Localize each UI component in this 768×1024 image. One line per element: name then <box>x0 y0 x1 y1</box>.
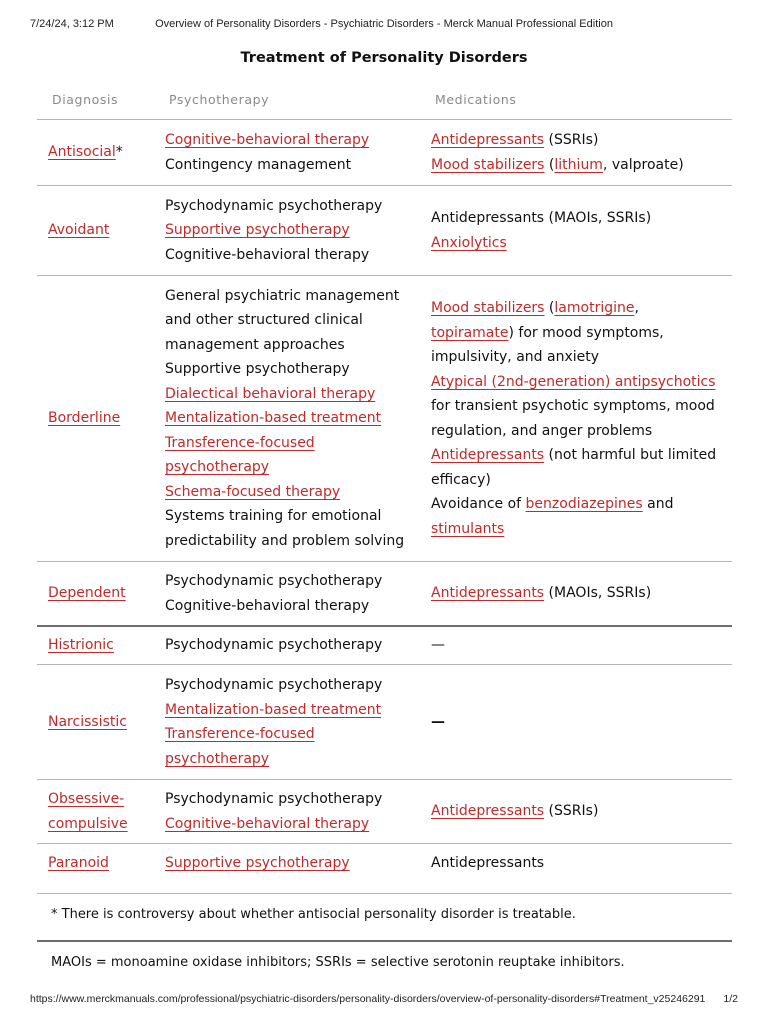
cell-text: ) for mood symptoms, <box>508 324 664 341</box>
cell-text: Antidepressants <box>431 854 545 871</box>
table-row-avoidant <box>37 186 732 275</box>
empty-dash: — <box>431 713 445 730</box>
print-footer <box>30 993 738 1007</box>
cell-line <box>431 394 726 419</box>
diagnosis-cell <box>48 780 158 843</box>
cell-text: impulsivity, and anxiety <box>431 349 600 365</box>
cell-line <box>165 153 423 178</box>
reference-link[interactable]: Antidepressants <box>431 803 545 820</box>
diagnosis-cell <box>48 186 158 275</box>
cell-line <box>431 296 726 321</box>
cell-line <box>48 218 158 243</box>
reference-link[interactable]: Mood stabilizers <box>431 300 545 316</box>
cell-line <box>165 431 423 456</box>
reference-link[interactable]: Narcissistic <box>48 713 127 730</box>
table-column-headers <box>0 92 768 110</box>
diagnosis-cell <box>48 562 158 625</box>
cell-text: (SSRIs) <box>544 132 599 148</box>
table-row-paranoid <box>37 844 732 882</box>
psychotherapy-cell <box>165 276 423 561</box>
cell-line <box>431 851 726 876</box>
reference-link[interactable]: Transference-focused <box>165 726 315 742</box>
cell-text: Antidepressants (MAOIs, SSRIs) <box>431 210 652 226</box>
cell-line <box>431 633 726 658</box>
cell-line <box>165 633 423 658</box>
reference-link[interactable]: lithium <box>554 156 603 173</box>
cell-line <box>165 851 423 876</box>
reference-link[interactable]: Dependent <box>48 585 126 602</box>
medications-cell <box>431 627 726 664</box>
cell-line <box>165 284 423 309</box>
column-header-medications: Medications <box>435 92 517 107</box>
table-row-histrionic <box>37 627 732 664</box>
cell-text: Cognitive-behavioral therapy <box>165 597 370 614</box>
cell-line <box>165 406 423 431</box>
cell-text: predictability and problem solving <box>165 532 405 549</box>
empty-dash: — <box>431 637 445 654</box>
reference-link[interactable]: Supportive psychotherapy <box>165 222 350 239</box>
cell-line <box>165 787 423 812</box>
footnote-divider <box>37 940 732 942</box>
diagnosis-cell <box>48 627 158 664</box>
psychotherapy-cell <box>165 186 423 275</box>
reference-link[interactable]: stimulants <box>431 520 505 537</box>
reference-link[interactable]: psychotherapy <box>165 750 270 767</box>
reference-link[interactable]: Antidepressants <box>431 447 545 463</box>
cell-line <box>165 357 423 382</box>
cell-line <box>165 480 423 505</box>
cell-text: Psychodynamic psychotherapy <box>165 637 383 654</box>
psychotherapy-cell <box>165 627 423 664</box>
cell-line <box>48 787 158 812</box>
cell-text: management approaches <box>165 336 345 353</box>
reference-link[interactable]: Paranoid <box>48 854 109 871</box>
cell-line <box>48 812 158 837</box>
cell-line <box>431 443 726 468</box>
reference-link[interactable]: Schema-focused therapy <box>165 483 341 500</box>
reference-link[interactable]: Cognitive-behavioral therapy <box>165 815 370 832</box>
cell-line <box>165 333 423 358</box>
medications-cell <box>431 276 726 561</box>
psychotherapy-cell <box>165 780 423 843</box>
cell-line <box>48 633 158 658</box>
cell-line <box>165 673 423 698</box>
cell-text: ( <box>544 300 555 316</box>
cell-text: Contingency management <box>165 156 352 173</box>
reference-link[interactable]: Antisocial <box>48 144 116 161</box>
cell-line <box>431 370 726 395</box>
cell-line <box>431 581 726 606</box>
print-document-title: Overview of Personality Disorders - Psychiatric Disorders - Merck Manual Professional Edition <box>155 18 613 30</box>
reference-link[interactable]: Dialectical behavioral therapy <box>165 385 376 402</box>
psychotherapy-cell <box>165 562 423 625</box>
psychotherapy-cell <box>165 844 423 882</box>
reference-link[interactable]: psychotherapy <box>165 459 270 476</box>
cell-text: * <box>115 144 123 161</box>
cell-text: Systems training for emotional <box>165 508 382 525</box>
reference-link[interactable]: topiramate <box>431 324 509 341</box>
cell-text: (SSRIs) <box>544 803 599 820</box>
table-row-narcissistic <box>37 665 732 779</box>
cell-text: regulation, and anger problems <box>431 422 653 439</box>
table-row-antisocial <box>37 120 732 185</box>
cell-line <box>431 345 726 370</box>
table-row-obsessive-compulsive <box>37 780 732 843</box>
reference-link[interactable]: Transference-focused <box>165 434 315 451</box>
diagnosis-cell <box>48 844 158 882</box>
cell-line <box>431 799 726 824</box>
cell-text: Supportive psychotherapy <box>165 361 350 378</box>
cell-text: Cognitive-behavioral therapy <box>165 246 370 263</box>
cell-line <box>165 698 423 723</box>
cell-text: Psychodynamic psychotherapy <box>165 677 383 693</box>
cell-text: (not harmful but limited <box>544 447 717 463</box>
print-datetime: 7/24/24, 3:12 PM <box>30 18 114 30</box>
column-header-diagnosis: Diagnosis <box>52 92 119 107</box>
cell-line <box>431 419 726 444</box>
print-page-number: 1/2 <box>723 993 738 1005</box>
cell-line <box>431 710 726 735</box>
reference-link[interactable]: lamotrigine <box>554 300 635 316</box>
cell-line <box>165 722 423 747</box>
cell-line <box>431 517 726 542</box>
diagnosis-cell <box>48 276 158 561</box>
cell-text: Psychodynamic psychotherapy <box>165 791 383 807</box>
cell-text: , valproate) <box>602 156 684 173</box>
cell-line <box>431 128 726 153</box>
reference-link[interactable]: Mentalization-based treatment <box>165 410 382 427</box>
cell-line <box>165 504 423 529</box>
table-row-dependent <box>37 562 732 625</box>
cell-line <box>48 140 158 165</box>
column-header-psychotherapy: Psychotherapy <box>169 92 270 107</box>
table-row-borderline <box>37 276 732 561</box>
reference-link[interactable]: Antidepressants <box>431 585 545 602</box>
medications-cell <box>431 665 726 779</box>
cell-text: Psychodynamic psychotherapy <box>165 573 383 589</box>
medications-cell <box>431 120 726 185</box>
cell-line <box>165 194 423 219</box>
reference-link[interactable]: Atypical (2nd-generation) antipsychotics <box>431 373 716 390</box>
cell-line <box>431 206 726 231</box>
cell-line <box>431 492 726 517</box>
cell-text: General psychiatric management <box>165 287 400 304</box>
reference-link[interactable]: compulsive <box>48 815 128 832</box>
diagnosis-cell <box>48 120 158 185</box>
cell-text: efficacy) <box>431 471 491 488</box>
reference-link[interactable]: Borderline <box>48 410 121 427</box>
reference-link[interactable]: Obsessive- <box>48 791 125 807</box>
cell-line <box>165 594 423 619</box>
cell-line <box>165 308 423 333</box>
psychotherapy-cell <box>165 665 423 779</box>
medications-cell <box>431 562 726 625</box>
cell-line <box>165 382 423 407</box>
cell-text: for transient psychotic symptoms, mood <box>431 398 715 414</box>
reference-link[interactable]: Anxiolytics <box>431 234 507 251</box>
reference-link[interactable]: Cognitive-behavioral therapy <box>165 132 370 148</box>
print-header <box>30 18 738 32</box>
cell-text: , <box>634 300 639 316</box>
cell-line <box>48 406 158 431</box>
cell-line <box>165 128 423 153</box>
reference-link[interactable]: Mentalization-based treatment <box>165 701 382 718</box>
cell-text: Psychodynamic psychotherapy <box>165 197 383 214</box>
cell-line <box>165 529 423 554</box>
reference-link[interactable]: Antidepressants <box>431 132 545 148</box>
medications-cell <box>431 780 726 843</box>
cell-line <box>431 468 726 493</box>
table-footnote: * There is controversy about whether antisocial personality disorder is treatable. <box>51 907 576 922</box>
reference-link[interactable]: Avoidant <box>48 222 110 239</box>
psychotherapy-cell <box>165 120 423 185</box>
cell-line <box>431 153 726 178</box>
abbreviations-note: MAOIs = monoamine oxidase inhibitors; SSRIs = selective serotonin reuptake inhibitors. <box>51 955 625 970</box>
cell-text: ( <box>544 156 555 173</box>
reference-link[interactable]: Mood stabilizers <box>431 156 545 173</box>
table-title: Treatment of Personality Disorders <box>240 50 528 66</box>
table-bottom-divider <box>37 893 732 894</box>
reference-link[interactable]: benzodiazepines <box>525 496 643 512</box>
print-source-url: https://www.merckmanuals.com/professional/psychiatric-disorders/personality-disorders/overview-of-personality-disorders#Treatment_v25246291 <box>30 993 706 1005</box>
cell-line <box>165 243 423 268</box>
medications-cell <box>431 844 726 882</box>
cell-line <box>48 851 158 876</box>
cell-line <box>48 581 158 606</box>
medications-cell <box>431 186 726 275</box>
cell-line <box>165 455 423 480</box>
cell-line <box>165 812 423 837</box>
reference-link[interactable]: Supportive psychotherapy <box>165 854 350 871</box>
diagnosis-cell <box>48 665 158 779</box>
reference-link[interactable]: Histrionic <box>48 637 114 654</box>
cell-text: and other structured clinical <box>165 312 363 329</box>
cell-text: and <box>642 496 674 512</box>
cell-line <box>431 231 726 256</box>
cell-text: Avoidance of <box>431 496 526 512</box>
cell-line <box>431 321 726 346</box>
cell-line <box>165 218 423 243</box>
cell-text: (MAOIs, SSRIs) <box>544 585 652 602</box>
cell-line <box>165 569 423 594</box>
cell-line <box>48 710 158 735</box>
cell-line <box>165 747 423 772</box>
